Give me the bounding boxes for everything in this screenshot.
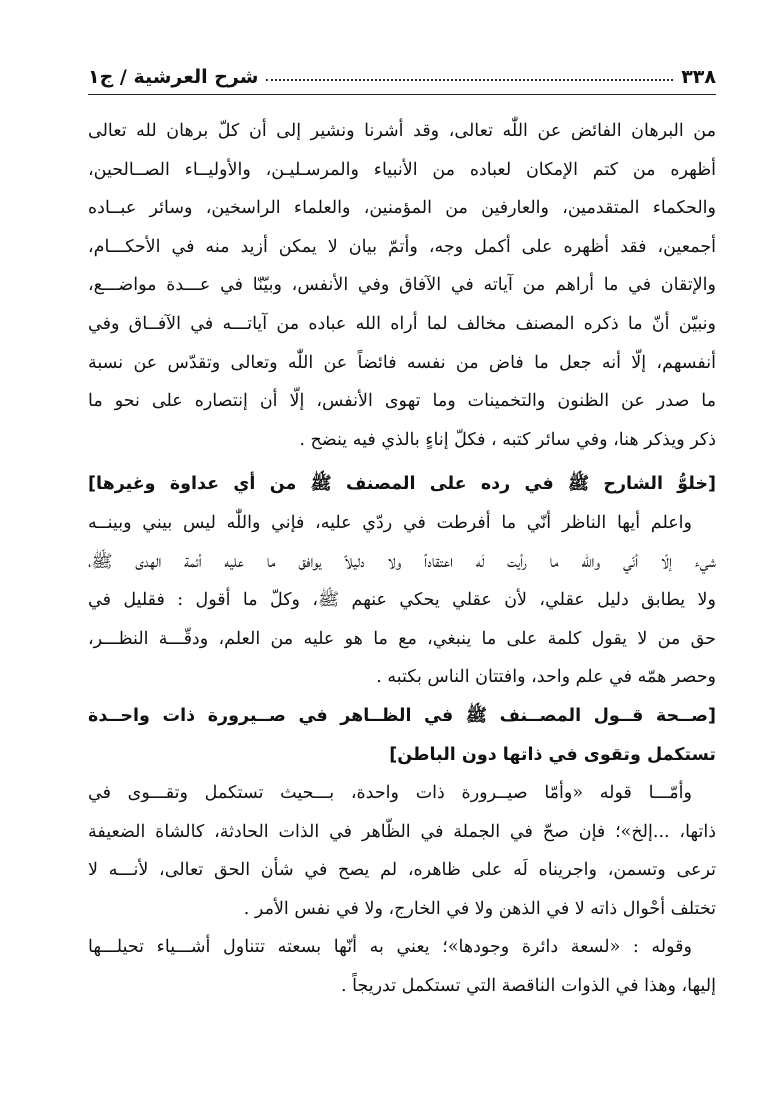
header-rule	[88, 94, 716, 95]
section-heading: [خلوُّ الشارح ﷺ في رده على المصنف ﷺ من أي عداوة وغيرها]	[88, 474, 716, 495]
section-heading: [صــحة قــول المصــنف ﷺ في الظــاهر في صــيرورة ذات واحــدة	[88, 705, 716, 726]
paragraph-line: وقوله : «لسعة دائرة وجودها»؛ يعني به أنّها بسعته تتناول أشـــياء تحيلـــها	[88, 937, 692, 958]
page-number: ٣٣٨	[681, 66, 716, 88]
paragraph-line: واعلم أيها الناظر أنّي ما أفرطت في ردّي عليه، فإني واللّٰه ليس بيني وبينــه	[88, 512, 692, 533]
paragraph-line: أجمعين، فقد أظهره على أكمل وجه، وأتمّ بيان لا يمكن أزيد منه في الأحكـــام،	[88, 236, 716, 257]
paragraph-line: والحكماء المتقدمين، والعارفين من المؤمنين، والعلماء الراسخين، وسائر عبــاده	[88, 198, 716, 219]
paragraph-line: وأمّـــا قوله «وأمّا صيــرورة ذات واحدة، بـــحيث تستكمل وتقـــوى في	[88, 783, 692, 804]
paragraph-line: من البرهان الفائض عن اللّٰه تعالى، وقد أشرنا ونشير إلى أن كلّ برهان لله تعالى	[88, 121, 716, 141]
paragraph-line: ما صدر عن الظنون والتخمينات وما تهوى الأنفس، إلّا أن إنتصاره على نحو ما	[88, 391, 716, 412]
paragraph-line: ترعى وتسمن، واجريناه لَه على ظاهره، لم يصح في شأن الحق تعالى، لأنـــه لا	[88, 860, 716, 881]
header-dot-leader	[266, 78, 673, 81]
paragraph-line: ذكر ويذكر هنا، وفي سائر كتبه ، فكلّ إناءٍ بالذي فيه ينضح .	[299, 429, 716, 450]
page-body	[88, 112, 716, 1006]
section-heading: تستكمل وتقوى في ذاتها دون الباطن]	[389, 744, 716, 765]
paragraph-line: والإتقان في ما أراهم من آياته في الآفاق وفي الأنفس، وبيّنّا في عـــدة مواضـــع،	[88, 275, 716, 296]
paragraph-line: شيء إلّا أنّي والله ما رأيت لَه اعتقاداً ولا دليلاً يوافق ما عليه أئمة الهدى ﷺ،	[88, 551, 716, 572]
page-header	[88, 58, 716, 88]
paragraph-line: أظهره من كتم الإمكان لعباده من الأنبياء والمرسـليـن، والأوليــاء الصــالحين،	[88, 159, 716, 180]
book-title: شرح العرشية / ج١	[88, 66, 259, 88]
paragraph-line: ونبيّن أنّ ما ذكره المصنف مخالف لما أراه الله عباده من آياتـــه في الآفــاق وفي	[88, 313, 716, 334]
paragraph-line: تختلف أحْوال ذاته لا في الذهن ولا في الخارج، ولا في نفس الأمر .	[243, 898, 716, 919]
paragraph-line: حق من لا يقول كلمة على ما ينبغي، مع ما هو عليه من العلم، ودقّـــة النظـــر،	[88, 628, 716, 649]
paragraph-line: ذاتها، ...إلخ»؛ فإن صحّ في الجملة في الظّاهر في الذات الحادثة، كالشاة الضعيفة	[88, 821, 716, 842]
paragraph-line: إليها، وهذا في الذوات الناقصة التي تستكمل تدريجاً .	[340, 976, 716, 997]
paragraph-line: أنفسهم، إلّا أنه جعل ما فاض من نفسه فائضاً عن اللّٰه وتعالى وتقدّس عن نسبة	[88, 352, 716, 373]
paragraph-line: وحصر همّه في علم واحد، وافتتان الناس بكتبه .	[376, 667, 716, 688]
paragraph-line: ولا يطابق دليل عقلي، لأن عقلي يحكي عنهم ﷺ، وكلّ ما أقول : فقليل في	[88, 590, 716, 611]
